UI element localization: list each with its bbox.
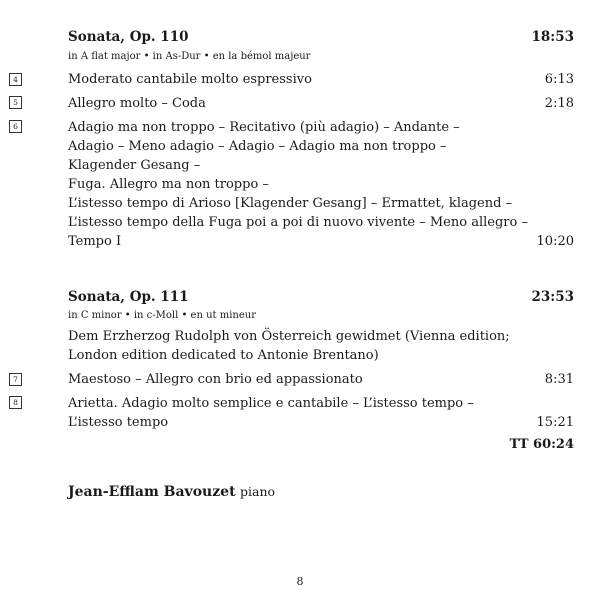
sonata-110-keys: in A flat major • in As-Dur • en la bémol majeur <box>68 51 311 62</box>
track-8 <box>68 394 574 432</box>
track-number-8: 8 <box>9 396 22 409</box>
sonata-111-title: Sonata, Op. 111 <box>68 289 189 305</box>
sonata-111-keys: in C minor • in c-Moll • en ut mineur <box>68 310 256 321</box>
sonata-110-duration: 18:53 <box>531 29 574 45</box>
track-number-4: 4 <box>9 73 22 86</box>
track-4 <box>68 70 574 89</box>
page-number: 8 <box>296 575 304 588</box>
track-7-title: Maestoso – Allegro con brio ed appassionato <box>68 372 363 387</box>
track-6 <box>68 118 574 251</box>
track-number-7: 7 <box>9 373 22 386</box>
track-7-duration: 8:31 <box>544 372 574 387</box>
track-4-duration: 6:13 <box>544 72 574 87</box>
track-number-5: 5 <box>9 96 22 109</box>
track-6-line: Adagio – Meno adagio – Adagio – Adagio ma non troppo – <box>68 139 447 154</box>
track-6-duration: 10:20 <box>536 234 574 249</box>
track-6-line: Klagender Gesang – <box>68 158 201 173</box>
track-6-line: Fuga. Allegro ma non troppo – <box>68 177 269 192</box>
track-6-line: L’istesso tempo di Arioso [Klagender Gesang] – Ermattet, klagend – <box>68 196 513 211</box>
track-5-duration: 2:18 <box>544 96 574 111</box>
track-6-line: Tempo I <box>68 234 122 249</box>
track-number-6: 6 <box>9 120 22 133</box>
track-5 <box>68 94 574 113</box>
track-8-line: Arietta. Adagio molto semplice e cantabile – L’istesso tempo – <box>68 396 474 411</box>
track-5-title: Allegro molto – Coda <box>68 96 206 111</box>
performer-role: piano <box>240 484 276 499</box>
track-8-duration: 15:21 <box>536 415 574 430</box>
track-6-line: Adagio ma non troppo – Recitativo (più adagio) – Andante – <box>68 120 460 135</box>
performer-credit <box>68 484 275 500</box>
total-time: TT 60:24 <box>509 437 574 452</box>
sonata-111-duration: 23:53 <box>531 289 574 305</box>
sonata-110-heading <box>68 28 574 47</box>
sonata-110-title: Sonata, Op. 110 <box>68 29 189 45</box>
track-7 <box>68 370 574 389</box>
track-8-line: L’istesso tempo <box>68 415 169 430</box>
sonata-111-heading <box>68 288 574 307</box>
performer-name: Jean-Efflam Bavouzet <box>68 484 236 500</box>
dedication-line: London edition dedicated to Antonie Brentano) <box>68 348 379 363</box>
track-6-line: L’istesso tempo della Fuga poi a poi di nuovo vivente – Meno allegro – <box>68 215 528 230</box>
track-4-title: Moderato cantabile molto espressivo <box>68 72 312 87</box>
sonata-111-dedication <box>68 327 574 365</box>
dedication-line: Dem Erzherzog Rudolph von Österreich gewidmet (Vienna edition; <box>68 329 510 344</box>
